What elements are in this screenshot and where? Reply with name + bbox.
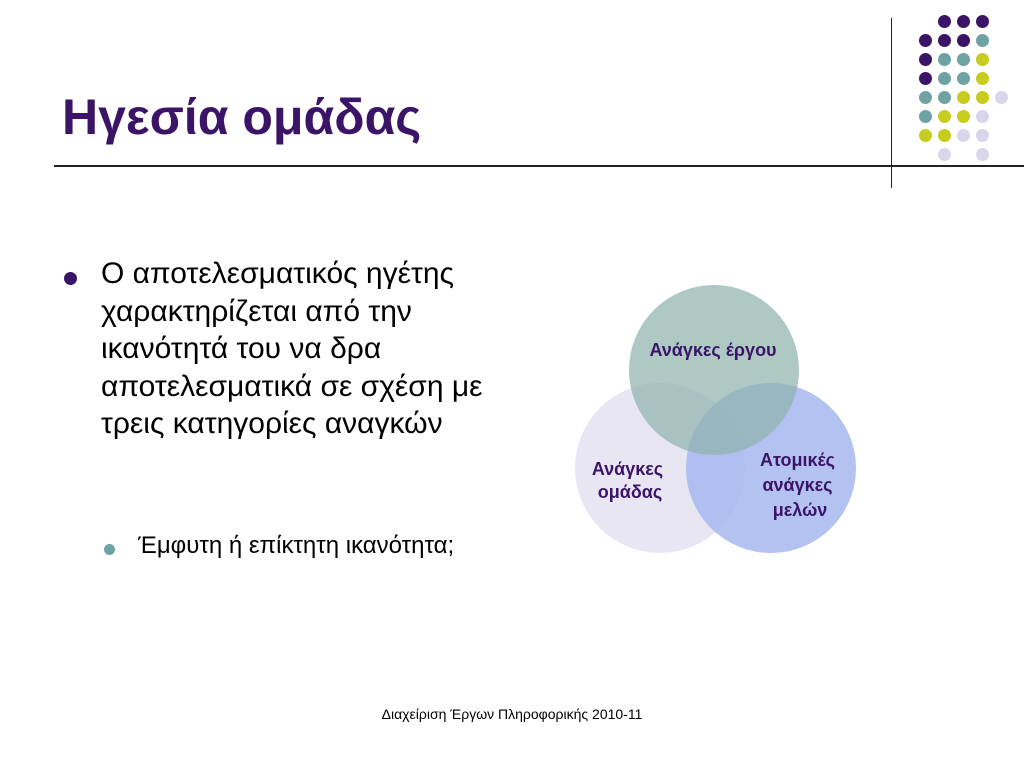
slide-title: Ηγεσία ομάδας [62,89,422,145]
main-bullet-text: Ο αποτελεσματικός ηγέτης χαρακτηρίζεται από την ικανότητά του να δρα αποτελεσματικά σε σχέση με τρεις κατηγορίες αναγκών [101,257,483,441]
venn-label-task-needs: Ανάγκες έργου [649,340,777,360]
venn-circle-task-needs [629,285,799,455]
slide-footer: Διαχείριση Έργων Πληροφορικής 2010-11 [381,706,643,722]
venn-label-team-needs: Ανάγκες ομάδας [591,459,664,502]
sub-bullet-text: Έμφυτη ή επίκτητη ικανότητα; [138,532,455,559]
venn-label-individual-needs: Ατομικές ανάγκες μελών [759,450,836,520]
